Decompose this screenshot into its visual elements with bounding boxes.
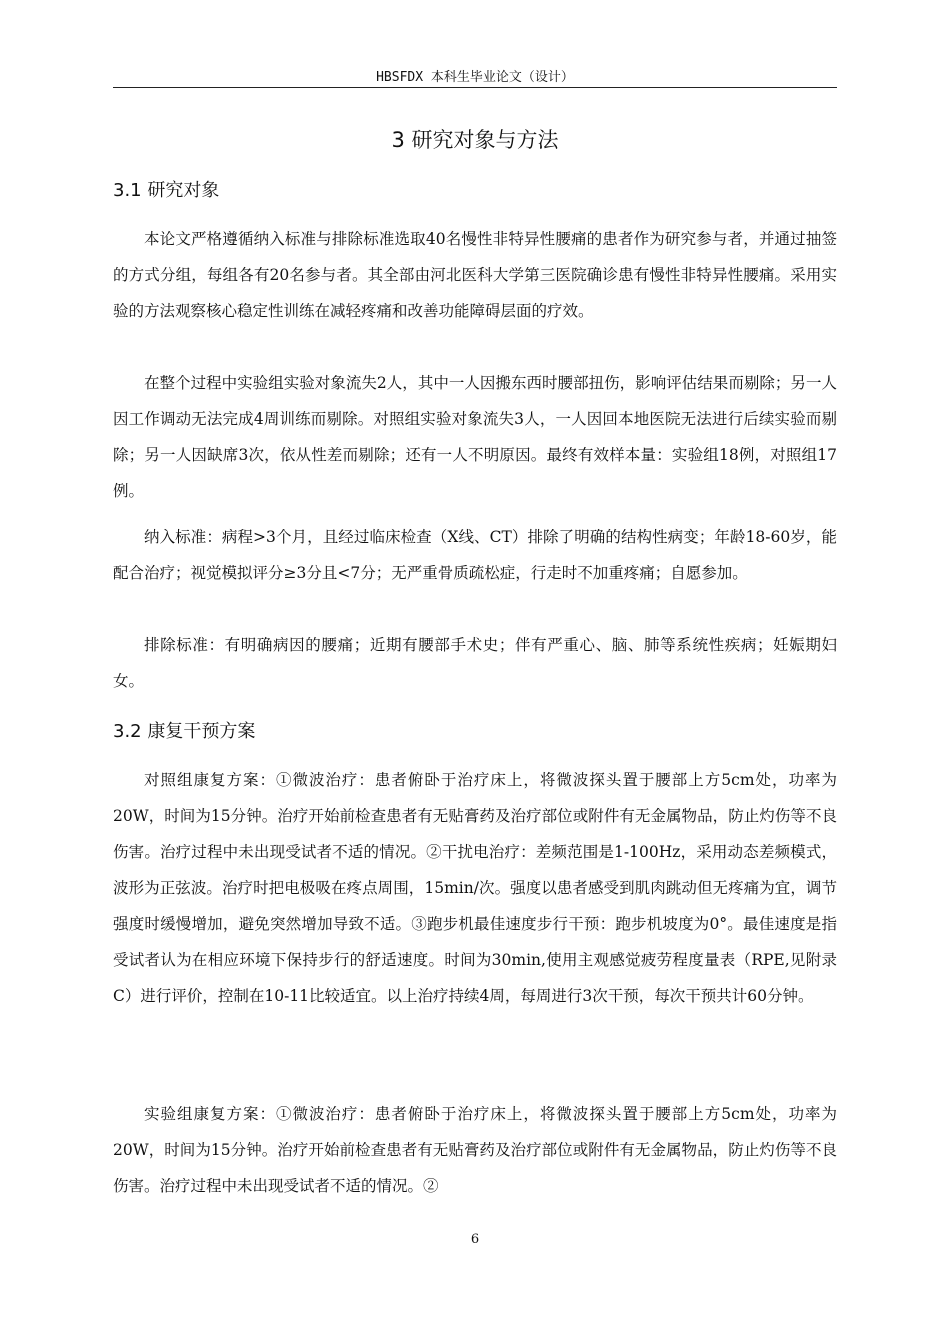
paragraph-inclusion-criteria: 纳入标准：病程>3个月，且经过临床检查（X线、CT）排除了明确的结构性病变；年龄18-60岁，能配合治疗；视觉模拟评分≥3分且<7分；无严重骨质疏松症，行走时不加重疼痛；自愿参加。 [113, 528, 837, 582]
header-rule [113, 87, 837, 88]
paragraph-exclusion-criteria: 排除标准：有明确病因的腰痛；近期有腰部手术史；伴有严重心、脑、肺等系统性疾病；妊娠期妇女。 [113, 636, 837, 690]
page-number: 6 [470, 1232, 480, 1247]
paragraph-experimental-group-plan: 实验组康复方案：①微波治疗：患者俯卧于治疗床上，将微波探头置于腰部上方5cm处，功率为20W，时间为15分钟。治疗开始前检查患者有无贴膏药及治疗部位或附件有无金属物品，防止灼伤等不良伤害。治疗过程中未出现受试者不适的情况。② [113, 1105, 837, 1195]
paragraph-dropouts: 在整个过程中实验组实验对象流失2人，其中一人因搬东西时腰部扭伤，影响评估结果而剔除；另一人因工作调动无法完成4周训练而剔除。对照组实验对象流失3人，一人因回本地医院无法进行后续实验而剔除；另一人因缺席3次，依从性差而剔除；还有一人不明原因。最终有效样本量：实验组18例，对照组17例。 [113, 374, 837, 500]
chapter-title: 3 研究对象与方法 [391, 128, 559, 152]
section-title-3-1: 3.1 研究对象 [113, 180, 220, 201]
paragraph-subjects-intro: 本论文严格遵循纳入标准与排除标准选取40名慢性非特异性腰痛的患者作为研究参与者，并通过抽签的方式分组，每组各有20名参与者。其全部由河北医科大学第三医院确诊患有慢性非特异性腰痛。采用实验的方法观察核心稳定性训练在减轻疼痛和改善功能障碍层面的疗效。 [113, 230, 837, 320]
section-title-3-2: 3.2 康复干预方案 [113, 721, 256, 742]
paragraph-control-group-plan: 对照组康复方案：①微波治疗：患者俯卧于治疗床上，将微波探头置于腰部上方5cm处，功率为20W，时间为15分钟。治疗开始前检查患者有无贴膏药及治疗部位或附件有无金属物品，防止灼伤等不良伤害。治疗过程中未出现受试者不适的情况。②干扰电治疗：差频范围是1-100Hz，采用动态差频模式，波形为正弦波。治疗时把电极吸在疼点周围，15min/次。强度以患者感受到肌肉跳动但无疼痛为宜，调节强度时缓慢增加，避免突然增加导致不适。③跑步机最佳速度步行干预：跑步机坡度为0°。最佳速度是指受试者认为在相应环境下保持步行的舒适速度。时间为30min,使用主观感觉疲劳程度量表（RPE,见附录C）进行评价，控制在10-11比较适宜。以上治疗持续4周，每周进行3次干预，每次干预共计60分钟。 [113, 771, 837, 1005]
running-header: HBSFDX 本科生毕业论文（设计） [376, 70, 574, 85]
